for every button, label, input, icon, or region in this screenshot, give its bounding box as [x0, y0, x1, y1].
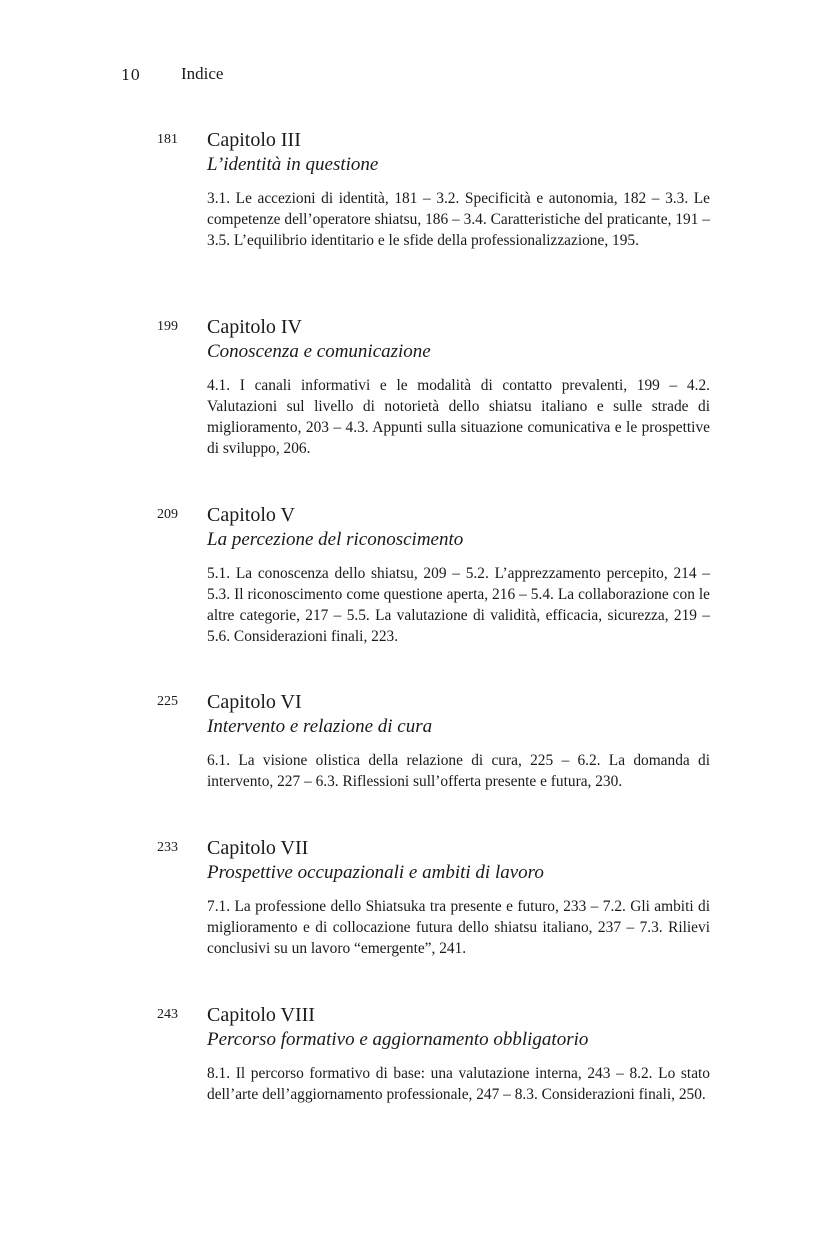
chapter-page-number: 243 — [157, 1007, 178, 1022]
chapter-summary: 5.1. La conoscenza dello shiatsu, 209 – 5.2. L’apprezzamento percepito, 214 – 5.3. Il riconoscimento come questione aperta, 216 – 5.4. La collaborazione con le altre categorie, 217 – 5.5. La valutazione di validità, efficacia, sicurezza, 219 – 5.6. Considerazioni finali, 223. — [207, 565, 710, 645]
chapter-label: Capitolo III — [207, 129, 301, 151]
running-head-title: Indice — [181, 64, 224, 83]
chapter-page-number: 233 — [157, 840, 178, 855]
chapter-label: Capitolo VIII — [207, 1004, 315, 1026]
chapter-subtitle: Percorso formativo e aggiornamento obbligatorio — [207, 1029, 589, 1050]
chapter-page-number: 225 — [157, 694, 178, 709]
chapter-summary: 4.1. I canali informativi e le modalità di contatto prevalenti, 199 – 4.2. Valutazioni sul livello di notorietà dello shiatsu italiano e sulle strade di miglioramento, 203 – 4.3. Appunti sulla situazione comunicativa e le prospettive di sviluppo, 206. — [207, 377, 710, 457]
chapter-subtitle: L’identità in questione — [207, 154, 379, 175]
running-head — [0, 64, 827, 88]
chapter-label: Capitolo IV — [207, 316, 302, 338]
chapter-label: Capitolo VI — [207, 691, 302, 713]
chapter-page-number: 181 — [157, 132, 178, 147]
page-number: 10 — [121, 66, 141, 84]
chapter-page-number: 199 — [157, 319, 178, 334]
chapter-subtitle: La percezione del riconoscimento — [207, 529, 464, 550]
chapter-subtitle: Intervento e relazione di cura — [207, 716, 433, 737]
chapter-summary: 8.1. Il percorso formativo di base: una valutazione interna, 243 – 8.2. Lo stato dell’arte dell’aggiornamento professionale, 247 – 8.3. Considerazioni finali, 250. — [207, 1065, 710, 1103]
chapter-label: Capitolo V — [207, 504, 295, 526]
chapter-label: Capitolo VII — [207, 837, 309, 859]
chapter-subtitle: Prospettive occupazionali e ambiti di lavoro — [207, 862, 544, 883]
chapter-page-number: 209 — [157, 507, 178, 522]
chapter-summary: 7.1. La professione dello Shiatsuka tra presente e futuro, 233 – 7.2. Gli ambiti di miglioramento e di collocazione futura dello shiatsu italiano, 237 – 7.3. Rilievi conclusivi su un lavoro “emergente”, 241. — [207, 898, 710, 957]
chapter-summary: 6.1. La visione olistica della relazione di cura, 225 – 6.2. La domanda di intervento, 227 – 6.3. Riflessioni sull’offerta presente e futura, 230. — [207, 752, 710, 790]
chapter-summary: 3.1. Le accezioni di identità, 181 – 3.2. Specificità e autonomia, 182 – 3.3. Le competenze dell’operatore shiatsu, 186 – 3.4. Caratteristiche del praticante, 191 – 3.5. L’equilibrio identitario e le sfide della professionalizzazione, 195. — [207, 190, 710, 249]
chapter-subtitle: Conoscenza e comunicazione — [207, 341, 431, 362]
